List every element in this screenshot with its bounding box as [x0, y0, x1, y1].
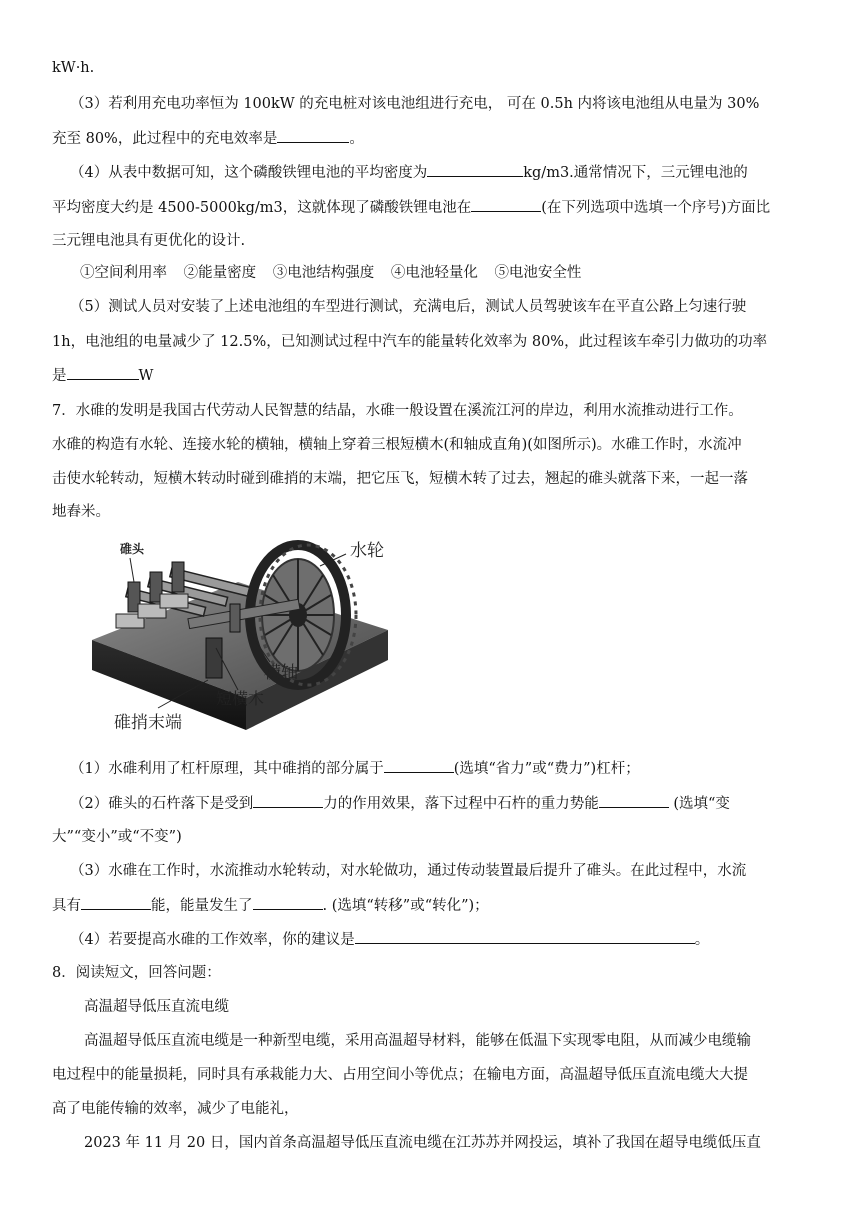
q6-part4-text: （4）从表中数据可知，这个磷酸铁锂电池的平均密度为 — [70, 165, 428, 181]
q7-sub4-text: （4）若要提高水碓的工作效率，你的建议是 — [70, 932, 355, 948]
option-3: ③电池结构强度 — [272, 265, 375, 281]
q8-para1-line3: 高了电能传输的效率，减少了电能礼， — [52, 1101, 299, 1117]
q7-intro-line3: 击使水轮转动，短横木转动时碰到碓捎的末端，把它压飞，短横木转了过去，翘起的碓头就落下来，一起一落 — [52, 471, 748, 487]
q7-sub2-hint: (选填“变 — [668, 796, 730, 812]
q8-intro: 8．阅读短文，回答问题： — [52, 965, 221, 981]
q7-sub2 — [70, 793, 730, 814]
q7-intro-line2: 水碓的构造有水轮、连接水轮的横轴，横轴上穿着三根短横木(和轴成直角)(如图所示)。水碓工作时，水流冲 — [52, 437, 742, 453]
q7-intro-line1: 7．水碓的发明是我国古代劳动人民智慧的结晶，水碓一般设置在溪流江河的岸边，利用水流推动进行工作。 — [52, 403, 743, 419]
q7-sub3-hint: . (选填“转移”或“转化”)； — [322, 898, 489, 914]
label-shuilun: 水轮 — [350, 541, 384, 561]
q6-part3-line1: （3）若利用充电功率恒为 100kW 的充电桩对该电池组进行充电， 可在 0.5h 内将该电池组从电量为 30% — [70, 96, 760, 112]
answer-blank[interactable] — [277, 128, 349, 143]
q8-article-title: 高温超导低压直流电缆 — [84, 999, 229, 1015]
q7-sub3-line1: （3）水碓在工作时，水流推动水轮转动，对水轮做功，通过传动装置最后提升了碓头。在此过程中，水流 — [70, 863, 747, 879]
q8-para2-line1: 2023 年 11 月 20 日，国内首条高温超导低压直流电缆在江苏苏并网投运，填补了我国在超导电缆低压直 — [84, 1135, 761, 1151]
label-duishao: 碓捎末端 — [114, 713, 182, 733]
q6-part3-text: 充至 80%，此过程中的充电效率是 — [52, 131, 278, 147]
option-1: ①空间利用率 — [80, 265, 167, 281]
answer-blank[interactable] — [81, 895, 151, 910]
q7-sub4-end: 。 — [694, 932, 710, 948]
label-duitou: 碓头 — [120, 542, 145, 556]
q6-part4-line1 — [70, 162, 748, 183]
answer-blank[interactable] — [471, 197, 541, 212]
q6-part5-line1: （5）测试人员对安装了上述电池组的车型进行测试，充满电后，测试人员驾驶该车在平直公路上匀速行驶 — [70, 299, 747, 315]
answer-blank[interactable] — [253, 895, 323, 910]
q6-part4-text3: (在下列选项中选填一个序号)方面比 — [541, 200, 771, 216]
answer-blank[interactable] — [427, 162, 523, 177]
q7-sub1 — [70, 758, 640, 779]
option-4: ④电池轻量化 — [390, 265, 478, 281]
q6-part4-unit: kg/m3.通常情况下，三元锂电池的 — [523, 165, 748, 181]
answer-blank[interactable] — [355, 929, 695, 944]
q7-sub1-hint: (选填“省力”或“费力”)杠杆； — [453, 761, 640, 777]
q7-sub3-text: 具有 — [52, 898, 81, 914]
q7-sub1-text: （1）水碓利用了杠杆原理，其中碓捎的部分属于 — [70, 761, 384, 777]
post — [206, 638, 222, 678]
q7-sub4 — [70, 929, 709, 950]
q7-sub2-text2: 力的作用效果，落下过程中石杵的重力势能 — [323, 796, 599, 812]
option-list — [80, 263, 581, 283]
q6-part5-line3 — [52, 365, 153, 386]
post — [230, 604, 240, 632]
label-duanhengmu: 短横木 — [216, 689, 265, 708]
q8-para1-line2: 电过程中的能量损耗，同时具有承栽能力大、占用空间小等优点；在输电方面，高温超导低压直流电缆大大提 — [52, 1067, 748, 1083]
unit-text: kW·h. — [52, 60, 95, 76]
q6-part5-line2: 1h，电池组的电量减少了 12.5%，已知测试过程中汽车的能量转化效率为 80%，此过程该车牵引力做功的功率 — [52, 334, 768, 350]
q6-part3-end: 。 — [349, 131, 364, 147]
answer-blank[interactable] — [253, 793, 323, 808]
q7-sub2-text: （2）碓头的石杵落下是受到 — [70, 796, 254, 812]
answer-blank[interactable] — [384, 758, 454, 773]
q7-sub3-line2 — [52, 895, 489, 916]
q7-intro-line4: 地舂米。 — [52, 504, 110, 520]
q6-part4-line2 — [52, 197, 770, 218]
q6-part4-line3: 三元锂电池具有更优化的设计. — [52, 233, 246, 249]
q7-sub2-line2: 大”“变小”或“不变”) — [52, 829, 182, 845]
q6-part3-line2 — [52, 128, 364, 149]
answer-blank[interactable] — [67, 365, 139, 380]
q6-part5-unit: W — [138, 368, 154, 384]
answer-blank[interactable] — [599, 793, 669, 808]
label-hengzhou: 横轴 — [264, 663, 298, 683]
q6-part4-text2: 平均密度大约是 4500-5000kg/m3，这就体现了磷酸铁锂电池在 — [52, 200, 472, 216]
option-5: ⑤电池安全性 — [494, 265, 582, 281]
q8-para1-line1: 高温超导低压直流电缆是一种新型电缆，采用高温超导材料，能够在低温下实现零电阻，从而减少电缆输 — [84, 1033, 751, 1049]
option-2: ②能量密度 — [183, 265, 257, 281]
q6-part5-text: 是 — [52, 368, 67, 384]
water-mill-figure — [88, 530, 414, 742]
q7-sub3-text2: 能，能量发生了 — [151, 898, 253, 914]
